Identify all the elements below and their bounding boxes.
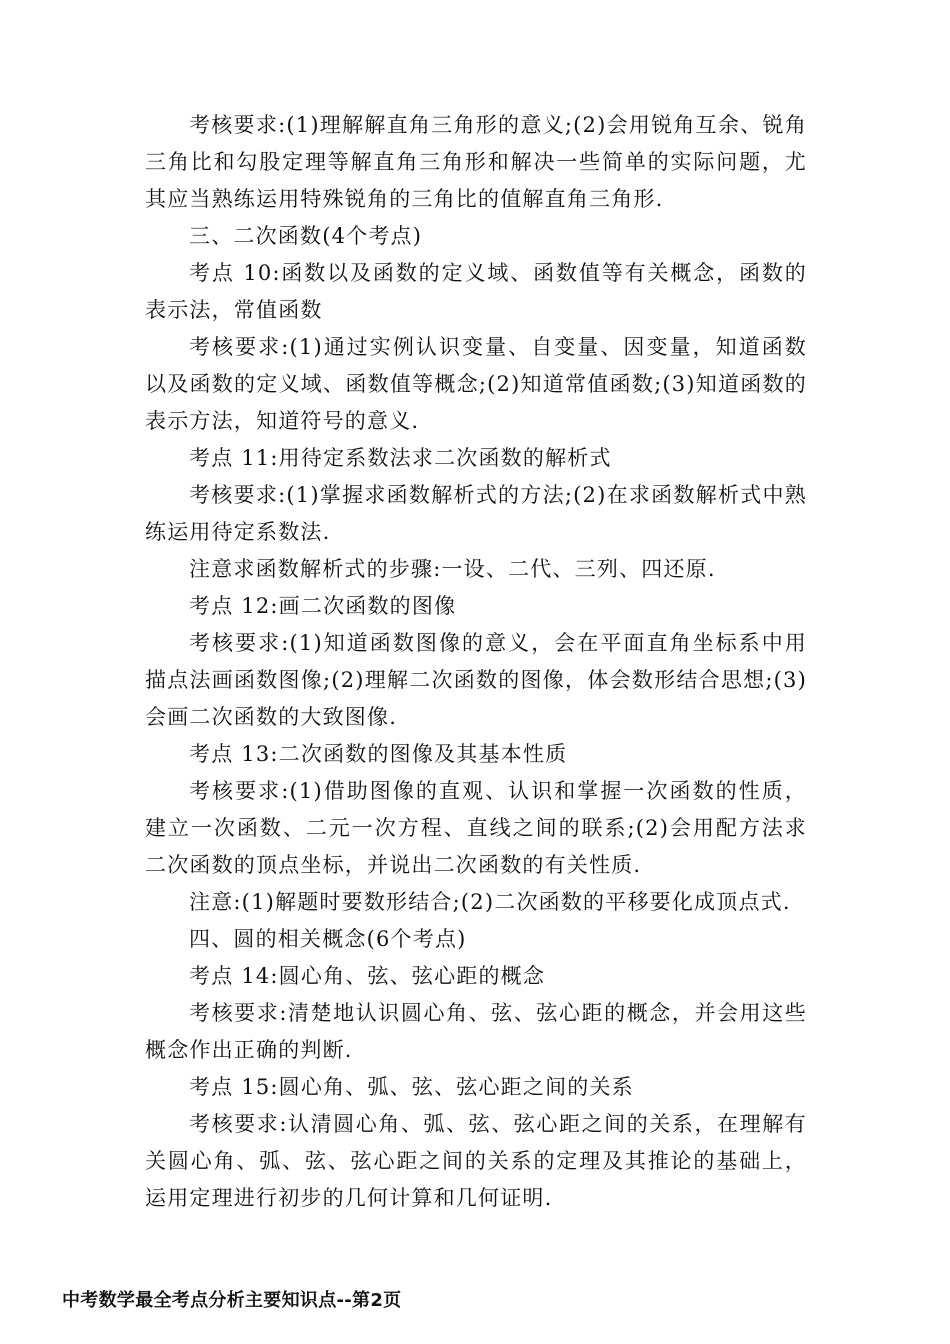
topic-10-heading: 考点 10:函数以及函数的定义域、函数值等有关概念，函数的表示法，常值函数 — [145, 261, 807, 322]
document-body — [145, 107, 807, 1217]
topic-12-requirement: 考核要求:(1)知道函数图像的意义，会在平面直角坐标系中用描点法画函数图像;(2)理解二次函数的图像，体会数形结合思想;(3)会画二次函数的大致图像. — [145, 631, 807, 729]
topic-15-heading: 考点 15:圆心角、弧、弦、弦心距之间的关系 — [189, 1075, 634, 1099]
section-heading-quadratic-function: 三、二次函数(4个考点) — [189, 224, 423, 248]
topic-10-requirement: 考核要求:(1)通过实例认识变量、自变量、因变量，知道函数以及函数的定义域、函数值等概念;(2)知道常值函数;(3)知道函数的表示方法，知道符号的意义. — [145, 335, 807, 433]
topic-15-requirement: 考核要求:认清圆心角、弧、弦、弦心距之间的关系，在理解有关圆心角、弧、弦、弦心距之间的关系的定理及其推论的基础上，运用定理进行初步的几何计算和几何证明. — [145, 1112, 807, 1210]
topic-13-heading: 考点 13:二次函数的图像及其基本性质 — [189, 742, 568, 766]
topic-11-heading: 考点 11:用待定系数法求二次函数的解析式 — [189, 446, 612, 470]
topic-12-heading: 考点 12:画二次函数的图像 — [189, 594, 457, 618]
topic-14-requirement: 考核要求:清楚地认识圆心角、弦、弦心距的概念，并会用这些概念作出正确的判断. — [145, 1001, 807, 1062]
page-footer: 中考数学最全考点分析主要知识点--第2页 — [62, 1290, 402, 1311]
section-heading-circle: 四、圆的相关概念(6个考点) — [189, 927, 467, 951]
topic-11-requirement: 考核要求:(1)掌握求函数解析式的方法;(2)在求函数解析式中熟练运用待定系数法. — [145, 483, 807, 544]
topic-14-heading: 考点 14:圆心角、弦、弦心距的概念 — [189, 964, 546, 988]
topic-13-requirement: 考核要求:(1)借助图像的直观、认识和掌握一次函数的性质，建立一次函数、二元一次方程、直线之间的联系;(2)会用配方法求二次函数的顶点坐标，并说出二次函数的有关性质. — [145, 779, 807, 877]
topic-13-note: 注意:(1)解题时要数形结合;(2)二次函数的平移要化成顶点式. — [189, 890, 791, 914]
topic-11-note: 注意求函数解析式的步骤:一设、二代、三列、四还原. — [189, 557, 716, 581]
paragraph-requirement-right-triangle: 考核要求:(1)理解解直角三角形的意义;(2)会用锐角互余、锐角三角比和勾股定理等解直角三角形和解决一些简单的实际问题，尤其应当熟练运用特殊锐角的三角比的值解直角三角形. — [145, 113, 807, 211]
